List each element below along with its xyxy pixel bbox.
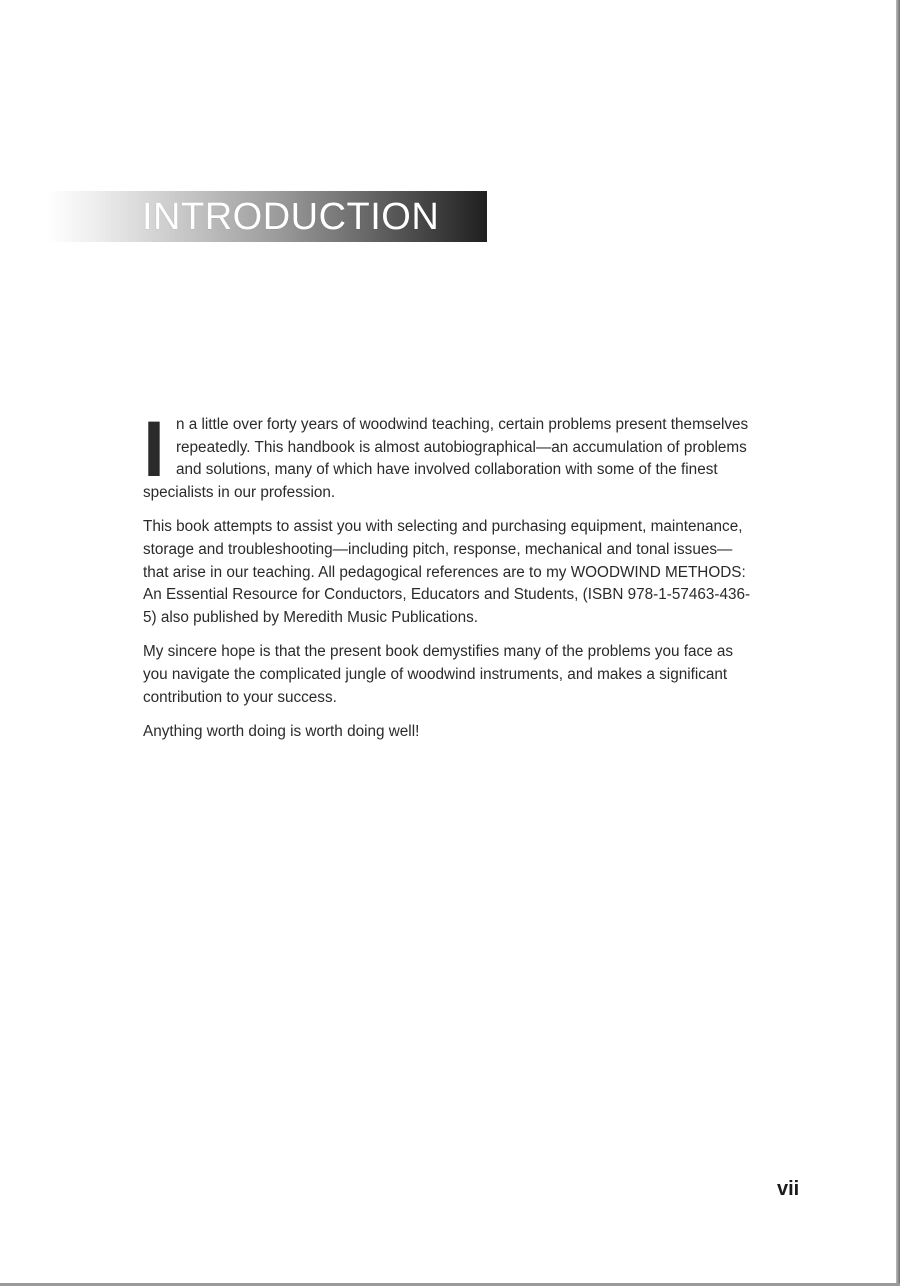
drop-cap: I [143, 404, 165, 493]
paragraph-4: Anything worth doing is worth doing well! [143, 723, 420, 741]
paragraph-1-text: n a little over forty years of woodwind teaching, certain problems present themselves repeatedly. This handbook is almost autobiographical—an accumulation of problems and solutions, many of which have involved collaboration with some of the finest specialists in our profession. [143, 416, 749, 501]
introduction-body [143, 404, 755, 756]
chapter-title: INTRODUCTION [142, 196, 440, 238]
paragraph-2: This book attempts to assist you with selecting and purchasing equipment, maintenance, storage and troubleshooting—including pitch, response, mechanical and tonal issues—that arise in our teaching. All pedagogical references are to my WOODWIND METHODS: An Essential Resource for Conductors, Educators and Students, (ISBN 978-1-57463-436-5) also published by Meredith Music Publications. [143, 518, 751, 626]
paragraph-1 [143, 404, 755, 504]
paragraph-3: My sincere hope is that the present book demystifies many of the problems you face as you navigate the complicated jungle of woodwind instruments, and makes a significant contribution to your success. [143, 643, 734, 706]
page-edge [896, 0, 900, 1286]
page-number: vii [777, 1178, 800, 1200]
